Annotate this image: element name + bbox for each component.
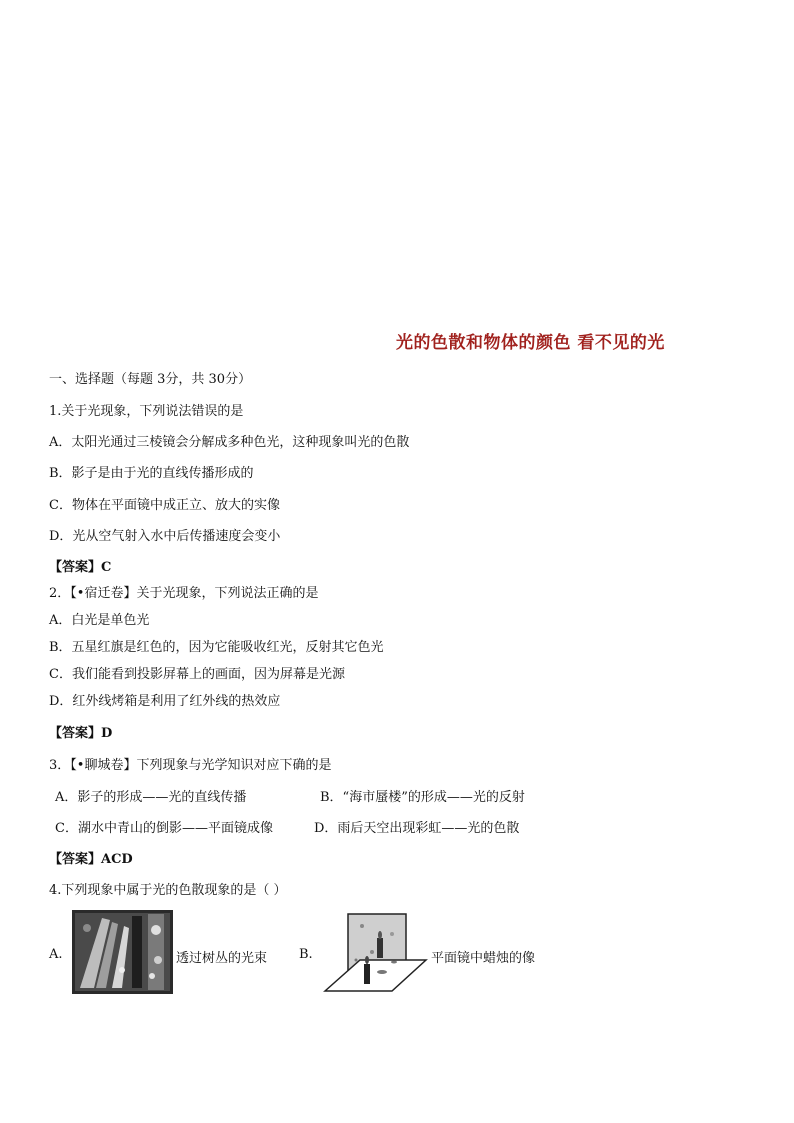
question-1-option-a: A．太阳光通过三棱镜会分解成多种色光，这种现象叫光的色散 [49, 435, 410, 450]
question-4-stem: 4.下列现象中属于光的色散现象的是（ ） [49, 883, 287, 898]
question-2-option-b: B．五星红旗是红色的，因为它能吸收红光，反射其它色光 [49, 640, 384, 655]
question-4-option-a-caption: 透过树丛的光束 [176, 951, 268, 966]
question-1-option-d: D．光从空气射入水中后传播速度会变小 [49, 529, 281, 544]
question-4-option-b-letter: B. [299, 947, 313, 962]
question-1-option-c: C．物体在平面镜中成正立、放大的实像 [49, 498, 280, 513]
question-2-option-d: D．红外线烤箱是利用了红外线的热效应 [49, 694, 281, 709]
question-1-answer: 【答案】C [49, 560, 112, 575]
question-2-answer: 【答案】D [49, 726, 113, 741]
question-3-option-b: B．“海市蜃楼”的形成——光的反射 [320, 790, 525, 805]
mirror-candle-diagram [322, 912, 428, 994]
question-3-option-d: D．雨后天空出现彩虹——光的色散 [314, 821, 520, 836]
question-3-stem: 3．【•聊城卷】下列现象与光学知识对应下确的是 [49, 758, 332, 773]
document-title: 光的色散和物体的颜色 看不见的光 [396, 333, 665, 353]
question-2-option-a: A．白光是单色光 [49, 613, 150, 628]
question-2-stem: 2．【•宿迁卷】关于光现象，下列说法正确的是 [49, 586, 319, 601]
question-4-option-b-caption: 平面镜中蜡烛的像 [431, 951, 536, 966]
question-2-option-c: C．我们能看到投影屏幕上的画面，因为屏幕是光源 [49, 667, 345, 682]
forest-light-beams-photo [72, 910, 173, 994]
question-4-option-a-letter: A. [49, 947, 63, 962]
question-1-option-b: B．影子是由于光的直线传播形成的 [49, 466, 254, 481]
question-3-option-c: C．湖水中青山的倒影——平面镜成像 [55, 821, 273, 836]
section-heading: 一、选择题（每题 3分，共 30分） [49, 372, 252, 387]
question-1-stem: 1.关于光现象，下列说法错误的是 [49, 404, 244, 419]
question-3-option-a: A．影子的形成——光的直线传播 [55, 790, 247, 805]
question-3-answer: 【答案】ACD [49, 852, 133, 867]
